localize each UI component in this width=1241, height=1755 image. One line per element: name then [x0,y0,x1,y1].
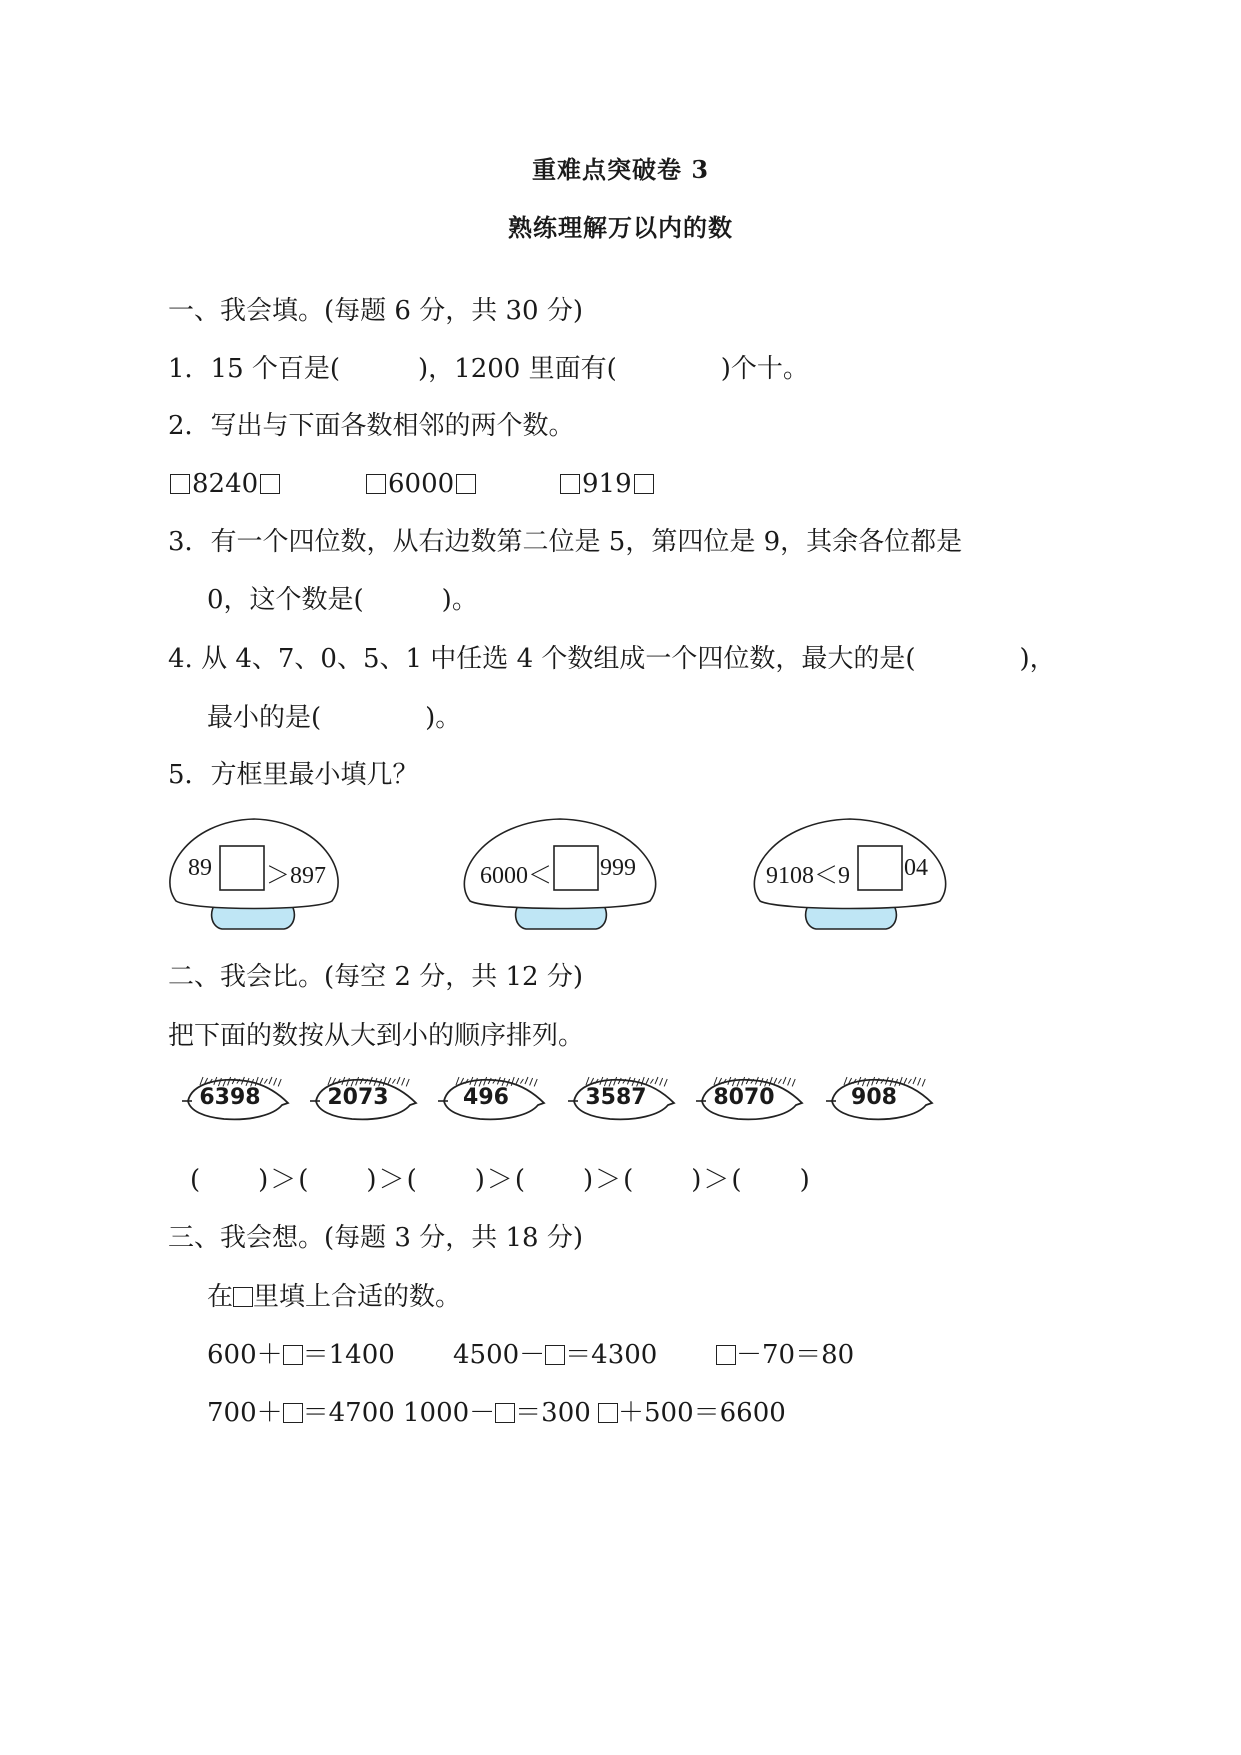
answer-box[interactable] [858,846,902,890]
leaf-number: 496 [463,1085,509,1110]
leaf-number: 8070 [713,1085,775,1110]
equation-6 [598,1398,786,1428]
mushroom-left-text: 89 [188,855,212,881]
page-title: 重难点突破卷 3 [531,155,710,184]
answer-box[interactable] [545,1345,565,1365]
answer-box[interactable] [456,474,476,494]
leaf-number: 3587 [585,1085,647,1110]
question-1: 1．15 个百是( )，1200 里面有( )个十。 [168,354,809,384]
equation-3 [716,1340,854,1370]
section3-instruction [207,1282,461,1312]
answer-box[interactable] [366,474,386,494]
equation-text: ＝4300 [565,1340,658,1370]
equation-4 [207,1398,395,1428]
neighbor-item-3 [558,469,656,499]
neighbor-number: 6000 [388,469,455,499]
question-3-line1: 3．有一个四位数，从右边数第二位是 5，第四位是 9，其余各位都是 [168,527,963,557]
answer-box[interactable] [283,1403,303,1423]
leaf-number: 908 [851,1085,897,1110]
leaf-number-card [308,1071,424,1131]
section2-heading: 二、我会比。(每空 2 分，共 12 分) [168,962,583,992]
leaf-number-card [824,1071,940,1131]
mushroom-figure-1 [166,815,342,933]
page-subtitle: 熟练理解万以内的数 [508,213,733,242]
equation-text: ＝300 [515,1398,591,1428]
instruction-text: 在 [207,1282,234,1312]
neighbor-item-2 [364,469,478,499]
equation-text: ＝4700 [302,1398,395,1428]
equation-text: 700＋ [207,1398,283,1428]
ordering-answer-line[interactable]: ( )＞( )＞( )＞( )＞( )＞( ) [190,1165,812,1195]
question-4-line2: 最小的是( )。 [207,703,462,733]
question-3-line2: 0，这个数是( )。 [207,585,478,615]
answer-box[interactable] [634,474,654,494]
question-5: 5．方框里最小填几？ [168,760,419,790]
answer-box[interactable] [598,1403,618,1423]
equation-2 [453,1340,657,1370]
mushroom-left-text: 6000＜ [480,863,552,889]
answer-box[interactable] [495,1403,515,1423]
equation-text: ＋500＝6600 [618,1398,786,1428]
section2-instruction: 把下面的数按从大到小的顺序排列。 [168,1021,585,1051]
mushroom-right-text: ＞897 [266,863,326,889]
answer-box[interactable] [260,474,280,494]
equation-text: 1000－ [403,1398,496,1428]
equation-1 [207,1340,395,1370]
answer-box[interactable] [554,846,598,890]
instruction-text: 里填上合适的数。 [253,1282,462,1312]
equation-text: ＝1400 [302,1340,395,1370]
leaf-number-card [436,1071,552,1131]
answer-box[interactable] [283,1345,303,1365]
box-symbol [233,1287,253,1307]
section3-heading: 三、我会想。(每题 3 分，共 18 分) [168,1223,583,1253]
answer-box[interactable] [220,846,264,890]
leaf-number: 2073 [327,1085,389,1110]
leaf-number-card [566,1071,682,1131]
neighbor-number: 919 [582,469,632,499]
section1-heading: 一、我会填。(每题 6 分，共 30 分) [168,296,583,326]
mushroom-figure-2 [460,815,660,933]
neighbor-item-1 [168,469,282,499]
equation-text: 600＋ [207,1340,283,1370]
leaf-number-card [694,1071,810,1131]
mushroom-left-text: 9108＜9 [766,863,850,889]
equation-text: 4500－ [453,1340,546,1370]
equation-text: －70＝80 [736,1340,855,1370]
answer-box[interactable] [716,1345,736,1365]
question-4-line1: 4. 从 4、7、0、5、1 中任选 4 个数组成一个四位数，最大的是( )， [168,644,1056,674]
neighbor-number: 8240 [192,469,259,499]
answer-box[interactable] [560,474,580,494]
answer-box[interactable] [170,474,190,494]
question-2: 2．写出与下面各数相邻的两个数。 [168,411,575,441]
leaf-number-card [180,1071,296,1131]
equation-5 [403,1398,591,1428]
mushroom-figure-3 [750,815,950,933]
leaf-number: 6398 [199,1085,261,1110]
mushroom-right-text: 04 [904,855,928,881]
mushroom-right-text: 999 [600,855,636,881]
